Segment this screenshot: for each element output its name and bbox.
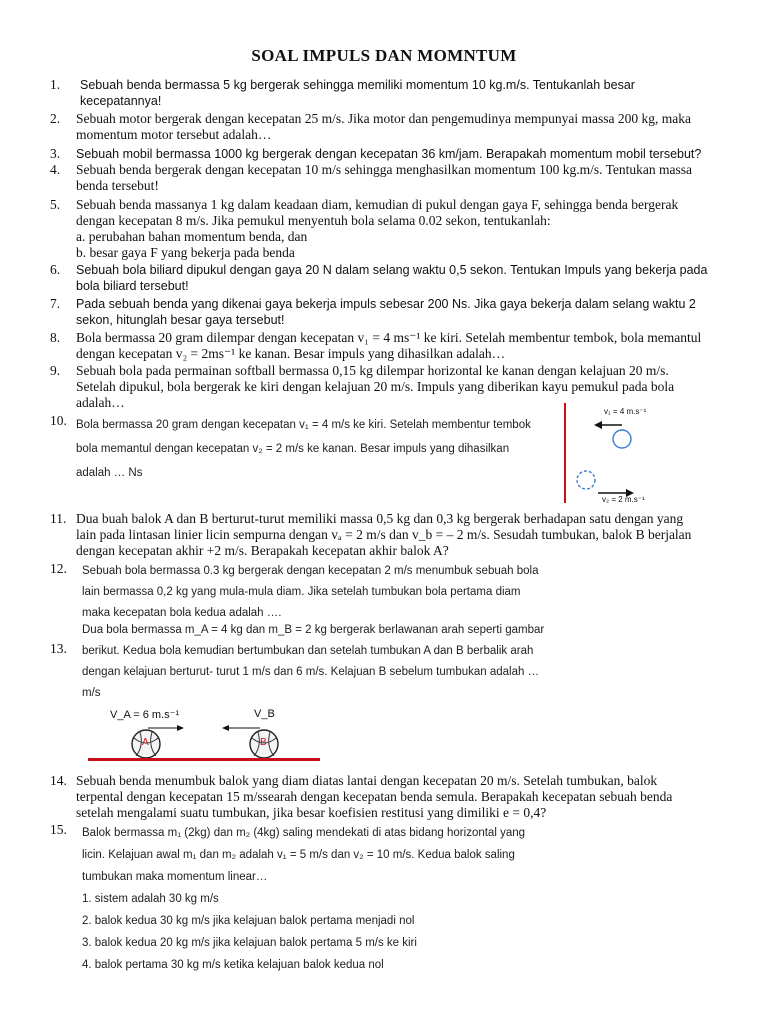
- question-text-line: maka kecepatan bola kedua adalah ….: [82, 607, 282, 619]
- question-5: [50, 197, 720, 261]
- question-10-image: [76, 413, 562, 503]
- arrow-head-icon: [594, 421, 602, 429]
- vb-label: V_B: [254, 708, 275, 720]
- question-number: 5.: [50, 197, 61, 212]
- question-number: 6.: [50, 262, 61, 277]
- question-15-image: [82, 822, 525, 976]
- question-number: 13.: [50, 641, 67, 656]
- question-11: [50, 511, 720, 559]
- question-number: 7.: [50, 296, 61, 311]
- question-12-image: [82, 561, 538, 624]
- v1-label: v₁ = 4 m.s⁻¹: [604, 407, 647, 416]
- question-text-line: sekon, hitunglah besar gaya tersebut!: [76, 313, 285, 327]
- question-text-line: lain bermassa 0,2 kg yang mula-mula diam. Jika setelah tumbukan bola pertama diam: [82, 586, 521, 598]
- question-text-line: Sebuah bola pada permainan softball bermassa 0,15 kg dilempar horizontal ke kanan dengan kelajuan 20 m/s.: [76, 363, 669, 378]
- arrow-head-icon: [222, 725, 229, 731]
- question-number: 9.: [50, 363, 61, 378]
- question-text-line: benda tersebut!: [76, 178, 159, 193]
- question-13-image: [82, 641, 539, 704]
- question-text-line: m/s: [82, 687, 101, 699]
- floor-line: [88, 758, 320, 761]
- question-text-line: Bola bermassa 20 gram dilempar dengan kecepatan v₁ = 4 ms⁻¹ ke kiri. Setelah membentur tembok, bola memantul: [76, 330, 702, 345]
- question-8: [50, 330, 720, 362]
- va-label: V_A = 6 m.s⁻¹: [110, 709, 180, 721]
- question-text-line: Balok bermassa m₁ (2kg) dan m₂ (4kg) saling mendekati di atas bidang horizontal yang: [82, 827, 526, 839]
- option-item: 2. balok kedua 30 kg m/s jika kelajuan balok pertama menjadi nol: [82, 915, 415, 927]
- question-number: 8.: [50, 330, 61, 345]
- question-number: 3.: [50, 146, 61, 161]
- collision-diagram: [88, 706, 328, 768]
- question-6: [50, 262, 720, 294]
- question-number: 15.: [50, 822, 67, 837]
- question-1: [50, 77, 720, 109]
- question-text-line: Sebuah mobil bermassa 1000 kg bergerak dengan kecepatan 36 km/jam. Berapakah momentum mobil tersebut?: [76, 147, 702, 161]
- question-text-line: dengan kecepatan 8 m/s. Jika pemukul menyentuh bola selama 0.02 sekon, tentukanlah:: [76, 213, 551, 228]
- question-text-line: dengan kelajuan berturut- turut 1 m/s dan 6 m/s. Kelajuan B sebelum tumbukan adalah …: [82, 666, 540, 678]
- question-14: [50, 773, 720, 821]
- question-text-line: setelah mengalami suatu tumbukan, jika besar koefisien restitusi yang dimiliki e = 0,4?: [76, 805, 547, 820]
- question-13-lead: Dua bola bermassa m_A = 4 kg dan m_B = 2 kg bergerak berlawanan arah seperti gambar: [82, 624, 545, 636]
- ball-after-icon: [577, 471, 595, 489]
- page-title: SOAL IMPULS DAN MOMNTUM: [251, 46, 517, 65]
- question-text-line: Sebuah benda bergerak dengan kecepatan 10 m/s sehingga menghasilkan momentum 100 kg.m/s. Tentukan massa: [76, 162, 693, 177]
- question-text-line: bola memantul dengan kecepatan v₂ = 2 m/s ke kanan. Besar impuls yang dihasilkan: [76, 443, 510, 455]
- option-item: 4. balok pertama 30 kg m/s ketika kelajuan balok kedua nol: [82, 959, 384, 971]
- ball-a-label: A: [142, 737, 149, 748]
- wall-bounce-diagram: [564, 403, 674, 503]
- question-text-line: Sebuah motor bergerak dengan kecepatan 25 m/s. Jika motor dan pengemudinya mempunyai massa 200 kg, maka: [76, 111, 691, 126]
- question-number: 12.: [50, 561, 67, 576]
- question-text-line: licin. Kelajuan awal m₁ dan m₂ adalah v₁ = 5 m/s dan v₂ = 10 m/s. Kedua balok saling: [82, 849, 515, 861]
- question-text-line: bola biliard tersebut!: [76, 279, 189, 293]
- question-2: [50, 111, 720, 143]
- question-number: 14.: [50, 773, 67, 788]
- option-item: 3. balok kedua 20 kg m/s jika kelajuan balok pertama 5 m/s ke kiri: [82, 937, 417, 949]
- question-7: [50, 296, 720, 328]
- question-text-line: tumbukan maka momentum linear…: [82, 871, 268, 883]
- question-text-line: momentum motor tersebut adalah…: [76, 127, 272, 142]
- question-text-line: adalah…: [76, 395, 125, 410]
- question-text-line: terpental dengan kecepatan 15 m/ssearah dengan kecepatan benda semula. Berapakah kecepatan sebuah benda: [76, 789, 673, 804]
- question-text-line: dengan kecepatan akhir +2 m/s. Berapakah kecepatan akhir balok A?: [76, 543, 449, 558]
- v2-label: v₂ = 2 m.s⁻¹: [602, 495, 645, 504]
- question-number: 2.: [50, 111, 61, 126]
- question-text-line: Bola bermassa 20 gram dengan kecepatan v₁ = 4 m/s ke kiri. Setelah membentur tembok: [76, 419, 531, 431]
- question-number: 1.: [50, 77, 61, 92]
- question-text-line: Pada sebuah benda yang dikenai gaya bekerja impuls sebesar 200 Ns. Jika gaya bekerja dalam selang waktu 2: [76, 297, 696, 311]
- question-number: 4.: [50, 162, 61, 177]
- question-text-line: dengan kecepatan v₂ = 2ms⁻¹ ke kanan. Besar impuls yang dihasilkan adalah…: [76, 346, 506, 361]
- arrow-head-icon: [177, 725, 184, 731]
- question-text-line: lain pada lintasan linier licin sempurna dengan vₐ = 2 m/s dan v_b = – 2 m/s. Sesudah tumbukan, balok B berjalan: [76, 527, 692, 542]
- question-text-line: Sebuah bola biliard dipukul dengan gaya 20 N dalam selang waktu 0,5 sekon. Tentukan Impuls yang bekerja pada: [76, 263, 708, 277]
- question-text-line: Dua buah balok A dan B berturut-turut memiliki massa 0,5 kg dan 0,3 kg bergerak berhadapan satu dengan yang: [76, 511, 684, 526]
- question-text-line: Sebuah benda bermassa 5 kg bergerak sehingga memiliki momentum 10 kg.m/s. Tentukanlah besar: [80, 78, 635, 92]
- question-number: 10.: [50, 413, 67, 428]
- question-4: [50, 162, 720, 194]
- question-number: 11.: [50, 511, 67, 526]
- ball-before-icon: [613, 430, 631, 448]
- question-text-line: Sebuah benda menumbuk balok yang diam diatas lantai dengan kecepatan 20 m/s. Setelah tumbukan, balok: [76, 773, 658, 788]
- question-text-line: kecepatannya!: [80, 94, 162, 108]
- question-text-line: b. besar gaya F yang bekerja pada benda: [76, 245, 295, 260]
- question-text-line: Sebuah benda massanya 1 kg dalam keadaan diam, kemudian di pukul dengan gaya F, sehingga benda bergerak: [76, 197, 679, 212]
- question-text-line: Setelah dipukul, bola bergerak ke kiri dengan kelajuan 20 m/s. Impuls yang diberikan kayu pemukul pada bola: [76, 379, 675, 394]
- question-text-line: berikut. Kedua bola kemudian bertumbukan dan setelah tumbukan A dan B berbalik arah: [82, 645, 534, 657]
- question-text-line: adalah … Ns: [76, 467, 143, 479]
- option-item: 1. sistem adalah 30 kg m/s: [82, 893, 219, 905]
- question-text-line: Sebuah bola bermassa 0.3 kg bergerak dengan kecepatan 2 m/s menumbuk sebuah bola: [82, 565, 539, 577]
- wall-bounce-graphic: [564, 403, 674, 503]
- question-text-line: a. perubahan bahan momentum benda, dan: [76, 229, 308, 244]
- question-3: [50, 146, 720, 162]
- ball-b-label: B: [260, 737, 267, 748]
